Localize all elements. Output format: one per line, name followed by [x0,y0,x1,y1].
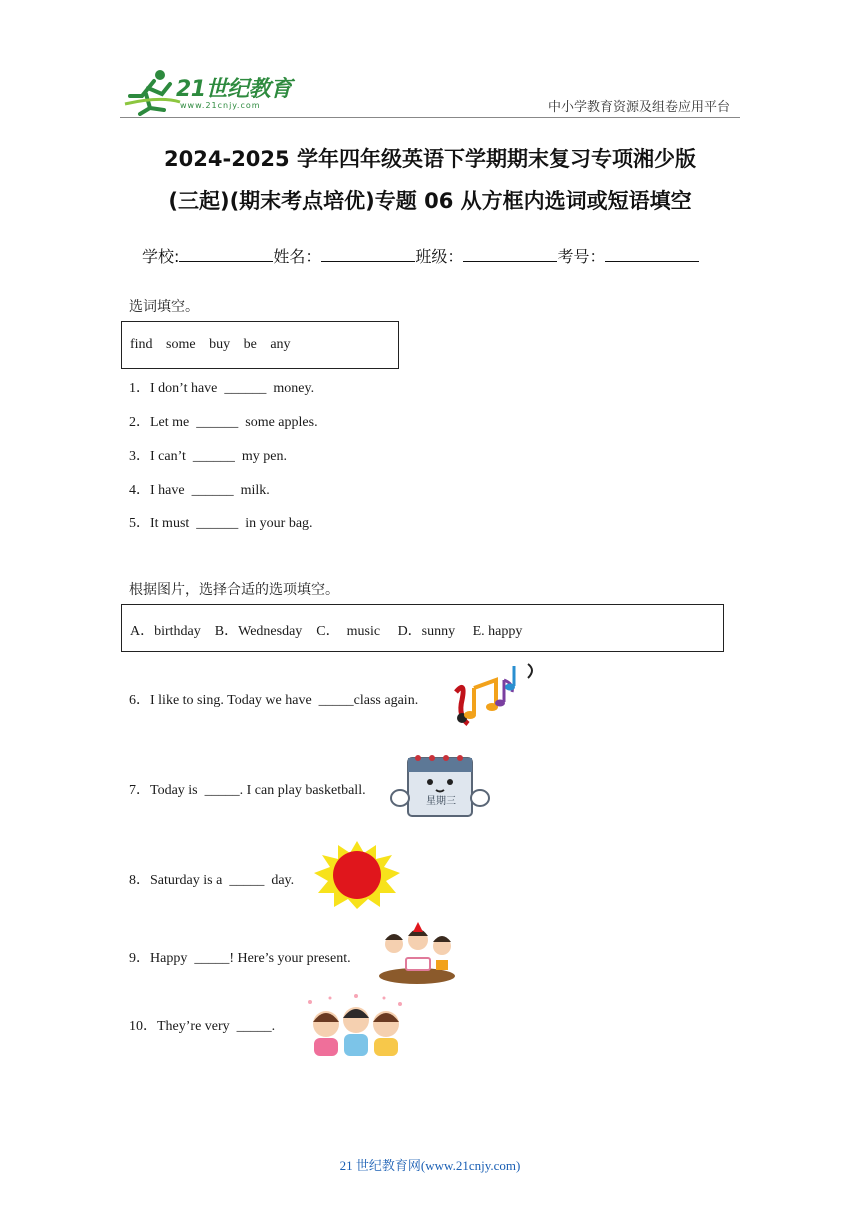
word-bank-box [121,321,399,369]
logo-text: 21世纪教育 [176,77,292,102]
question-7: 7．Today is _____. I can play basketball. [129,783,366,798]
name-blank[interactable] [321,247,415,262]
question-8: 8．Saturday is a _____ day. [129,873,295,888]
header-divider [120,117,740,118]
question-4: 4．I have ______ milk. [129,483,270,498]
footer-text: 21 世纪教育网(www.21cnjy.com) [339,1158,521,1173]
school-blank[interactable] [179,247,273,262]
section1-instruction: 选词填空。 [129,299,199,315]
exam-number-label: 考号： [557,247,606,266]
question-10: 10．They’re very _____. [129,1019,276,1034]
word-bank: find some buy be any [130,337,291,352]
class-blank[interactable] [463,247,557,262]
page-title-line-2: (三起)(期末考点培优)专题 06 从方框内选词或短语填空 [168,189,692,213]
header-tagline: 中小学教育资源及组卷应用平台 [547,100,730,115]
class-label: 班级： [415,247,464,266]
student-info-row [142,244,699,267]
question-9: 9．Happy _____! Here’s your present. [129,951,351,966]
exam-number-blank[interactable] [605,247,699,262]
calendar-label: 星期三 [426,796,456,807]
calendar-wednesday-icon [390,752,490,822]
question-2: 2．Let me ______ some apples. [129,415,318,430]
page-title-line-1: 2024-2025 学年四年级英语下学期期末复习专项湘少版 [164,147,696,171]
school-label: 学校: [142,247,180,266]
question-3: 3．I can’t ______ my pen. [129,449,287,464]
birthday-party-icon [376,922,458,986]
question-1: 1．I don’t have ______ money. [129,381,315,396]
name-label: 姓名： [273,247,322,266]
logo-subtext: www.21cnjy.com [180,101,261,110]
question-6: 6．I like to sing. Today we have _____class again. [129,693,419,708]
question-5: 5．It must ______ in your bag. [129,516,313,531]
happy-children-icon [300,992,412,1058]
music-notes-icon [448,660,540,730]
options-box [121,604,724,652]
section2-instruction: 根据图片，选择合适的选项填空。 [129,582,339,598]
sun-icon [314,841,400,909]
options-list: A．birthday B．Wednesday C． music D．sunny E. happy [130,624,523,639]
